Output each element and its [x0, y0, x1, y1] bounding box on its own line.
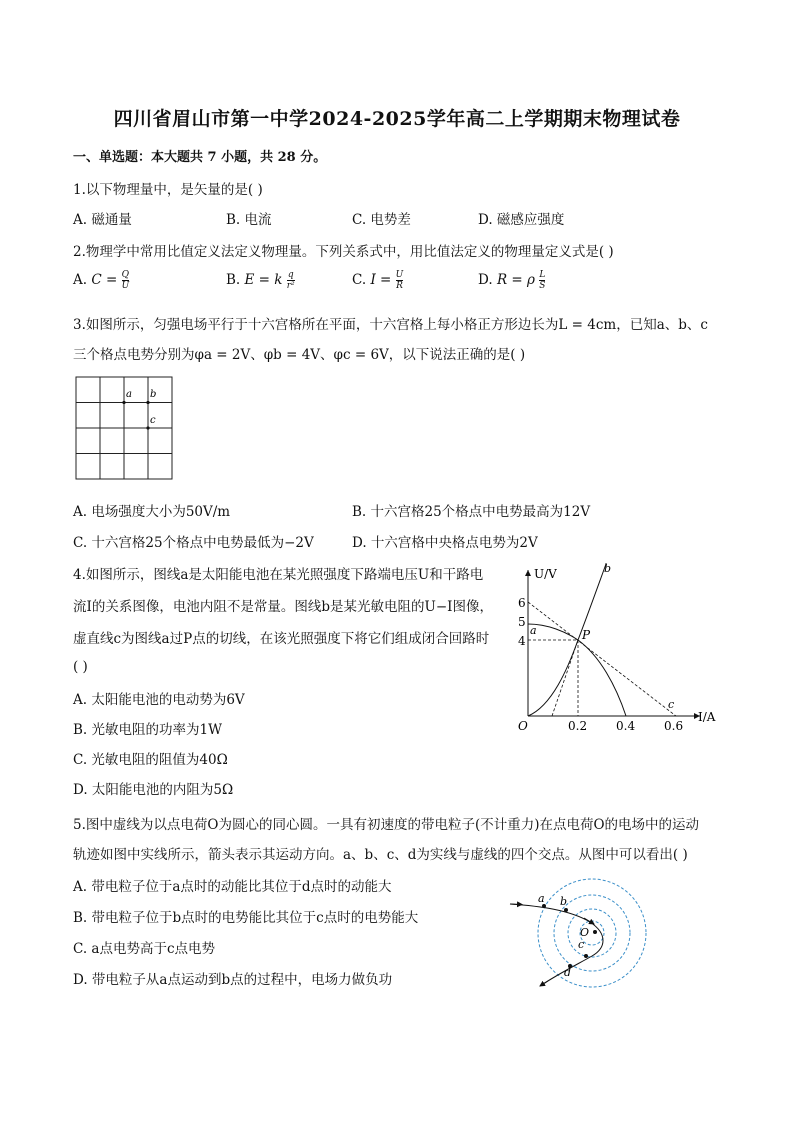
ui-graph-figure [508, 558, 728, 738]
page-title: 四川省眉山市第一中学2024-2025学年高二上学期期末物理试卷 [113, 108, 681, 130]
curve-label-c: c [668, 698, 675, 711]
q2-stem: 2.物理学中常用比值定义法定义物理量。下列关系式中，用比值法定义的物理量定义式是( ) [73, 244, 614, 260]
point-label-b: b [560, 895, 568, 908]
curve-label-a: a [530, 624, 537, 637]
q2-option-b: B. E = k $\frac{q}{\text{r²}}$ [226, 270, 295, 291]
q1-option-c: C. 电势差 [352, 212, 411, 228]
point-label-p: P [582, 628, 591, 642]
y-axis-label: U/V [534, 567, 557, 581]
q5-option-d: D. 带电粒子从a点运动到b点的过程中，电场力做负功 [73, 972, 393, 988]
q4-stem-line4: ( ) [73, 659, 88, 675]
q1-option-b: B. 电流 [226, 212, 272, 228]
grid-label-b: b [150, 389, 157, 400]
q5-stem-line1: 5.图中虚线为以点电荷O为圆心的同心圆。一具有初速度的带电粒子(不计重力)在点电荷O的电场中的运动 [73, 817, 700, 833]
q5-option-a: A. 带电粒子位于a点时的动能比其位于d点时的动能大 [73, 879, 392, 895]
concentric-circles-figure [500, 876, 660, 991]
section-heading: 一、单选题：本大题共 7 小题，共 28 分。 [73, 150, 327, 165]
point-label-a: a [538, 892, 545, 905]
x-tick-0.4: 0.4 [616, 719, 636, 733]
origin-label: O [518, 719, 528, 733]
q4-stem-line1: 4.如图所示，图线a是太阳能电池在某光照强度下路端电压U和干路电 [73, 567, 484, 583]
q1-option-a: A. 磁通量 [73, 212, 132, 228]
curve-label-b: b [604, 562, 612, 575]
q4-stem-line3: 虚直线c为图线a过P点的切线，在该光照强度下将它们组成闭合回路时 [73, 631, 490, 647]
center-label-o: O [580, 926, 590, 939]
grid-label-a: a [126, 389, 132, 400]
grid-label-c: c [150, 415, 156, 426]
q1-option-d: D. 磁感应强度 [478, 212, 565, 228]
x-tick-0.2: 0.2 [568, 719, 588, 733]
q2-option-c: C. I = $\frac{U}{R}$ [352, 270, 404, 291]
y-tick-5: 5 [518, 615, 526, 629]
q3-option-a: A. 电场强度大小为50V/m [73, 504, 231, 520]
q3-option-c: C. 十六宫格25个格点中电势最低为−2V [73, 535, 314, 551]
point-label-c: c [578, 938, 585, 951]
q4-option-d: D. 太阳能电池的内阻为5Ω [73, 782, 234, 798]
q4-option-b: B. 光敏电阻的功率为1W [73, 722, 222, 738]
q2-option-a: A. C = $\frac{Q}{U}$ [73, 270, 130, 291]
q3-stem-line2: 三个格点电势分别为φa = 2V、φb = 4V、φc = 6V，以下说法正确的是( ) [73, 347, 526, 363]
x-axis-label: I/A [698, 710, 716, 724]
sixteen-grid-figure [74, 375, 174, 481]
q5-option-c: C. a点电势高于c点电势 [73, 941, 216, 957]
x-tick-0.6: 0.6 [664, 719, 684, 733]
q4-stem-line2: 流I的关系图像，电池内阻不是常量。图线b是某光敏电阻的U−I图像， [73, 599, 493, 615]
q4-option-a: A. 太阳能电池的电动势为6V [73, 692, 245, 708]
q5-option-b: B. 带电粒子位于b点时的电势能比其位于c点时的电势能大 [73, 910, 419, 926]
point-label-d: d [564, 966, 572, 979]
y-tick-6: 6 [518, 596, 526, 610]
q4-option-c: C. 光敏电阻的阻值为40Ω [73, 752, 228, 768]
q3-option-d: D. 十六宫格中央格点电势为2V [352, 535, 538, 551]
q2-option-d: D. R = ρ $\frac{L}{S}$ [478, 270, 546, 291]
y-tick-4: 4 [518, 634, 526, 648]
q3-option-b: B. 十六宫格25个格点中电势最高为12V [352, 504, 591, 520]
q5-stem-line2: 轨迹如图中实线所示，箭头表示其运动方向。a、b、c、d为实线与虚线的四个交点。从图中可以看出( ) [73, 847, 688, 863]
q1-stem: 1.以下物理量中，是矢量的是( ) [73, 182, 263, 198]
q3-stem-line1: 3.如图所示，匀强电场平行于十六宫格所在平面，十六宫格上每小格正方形边长为L = 4cm，已知a、b、c [73, 317, 708, 333]
